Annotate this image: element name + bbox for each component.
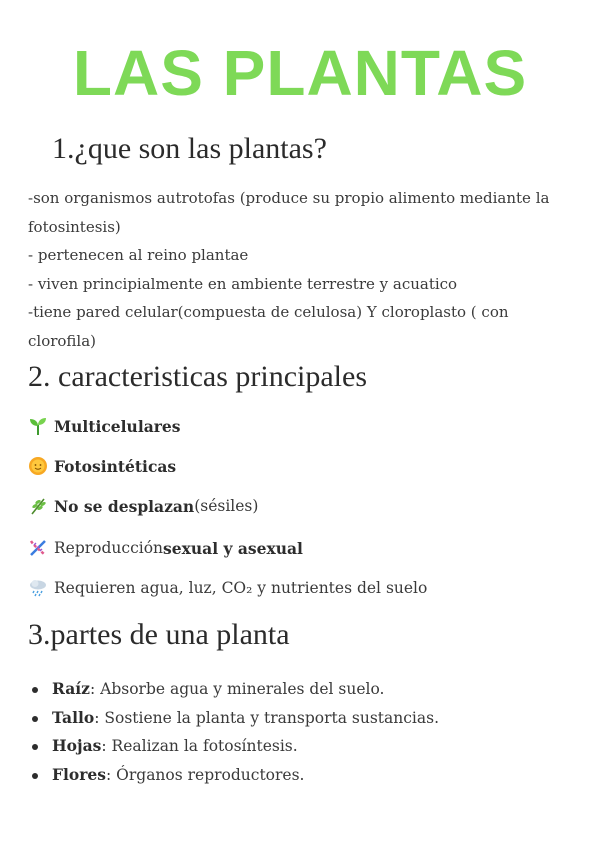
plant-parts-list xyxy=(28,675,439,789)
definition-line: - pertenecen al reino plantae xyxy=(28,246,249,264)
part-desc: : Realizan la fotosíntesis. xyxy=(101,737,298,755)
feature-bold: Multicelulares xyxy=(54,416,181,436)
feature-item xyxy=(28,576,427,600)
feature-pre: Reproducción xyxy=(54,539,164,557)
part-desc: : Órganos reproductores. xyxy=(106,765,305,784)
feature-rest: (sésiles) xyxy=(194,497,259,515)
list-item xyxy=(28,732,439,761)
part-term: Hojas xyxy=(52,736,102,755)
feature-text: Requieren agua, luz, CO₂ y nutrientes del suelo xyxy=(54,579,428,597)
definition-paragraph xyxy=(28,184,573,355)
section-heading-que-son: 1.¿que son las plantas? xyxy=(52,132,327,165)
part-term: Raíz xyxy=(52,679,90,698)
definition-line: -son organismos autrotofas (produce su propio alimento mediante la fotosintesis) xyxy=(28,189,550,236)
part-term: Tallo xyxy=(52,707,95,727)
feature-item xyxy=(28,494,258,518)
part-term: Flores xyxy=(52,764,106,784)
feature-item xyxy=(28,454,176,478)
list-item xyxy=(28,761,439,790)
list-item xyxy=(28,704,439,733)
feature-bold: No se desplazan xyxy=(54,496,195,516)
list-item xyxy=(28,675,439,704)
rain-cloud-icon xyxy=(28,578,48,598)
section-heading-partes: 3.partes de una planta xyxy=(28,618,290,651)
definition-line: -tiene pared celular(compuesta de celulosa) Y cloroplasto ( con clorofila) xyxy=(28,303,509,350)
feature-item xyxy=(28,414,181,438)
part-desc: : Absorbe agua y minerales del suelo. xyxy=(89,680,385,698)
feature-item xyxy=(28,536,303,560)
feature-bold: sexual y asexual xyxy=(163,538,303,558)
page-title: LAS PLANTAS xyxy=(72,37,528,109)
sun-icon xyxy=(28,456,48,476)
feature-bold: Fotosintéticas xyxy=(54,456,177,476)
seedling-icon xyxy=(28,416,48,436)
part-desc: : Sostiene la planta y transporta sustancias. xyxy=(94,708,440,727)
dna-icon xyxy=(28,538,48,558)
section-heading-caracteristicas: 2. caracteristicas principales xyxy=(28,360,367,393)
definition-line: - viven principialmente en ambiente terrestre y acuatico xyxy=(28,274,458,293)
herb-icon xyxy=(28,496,48,516)
